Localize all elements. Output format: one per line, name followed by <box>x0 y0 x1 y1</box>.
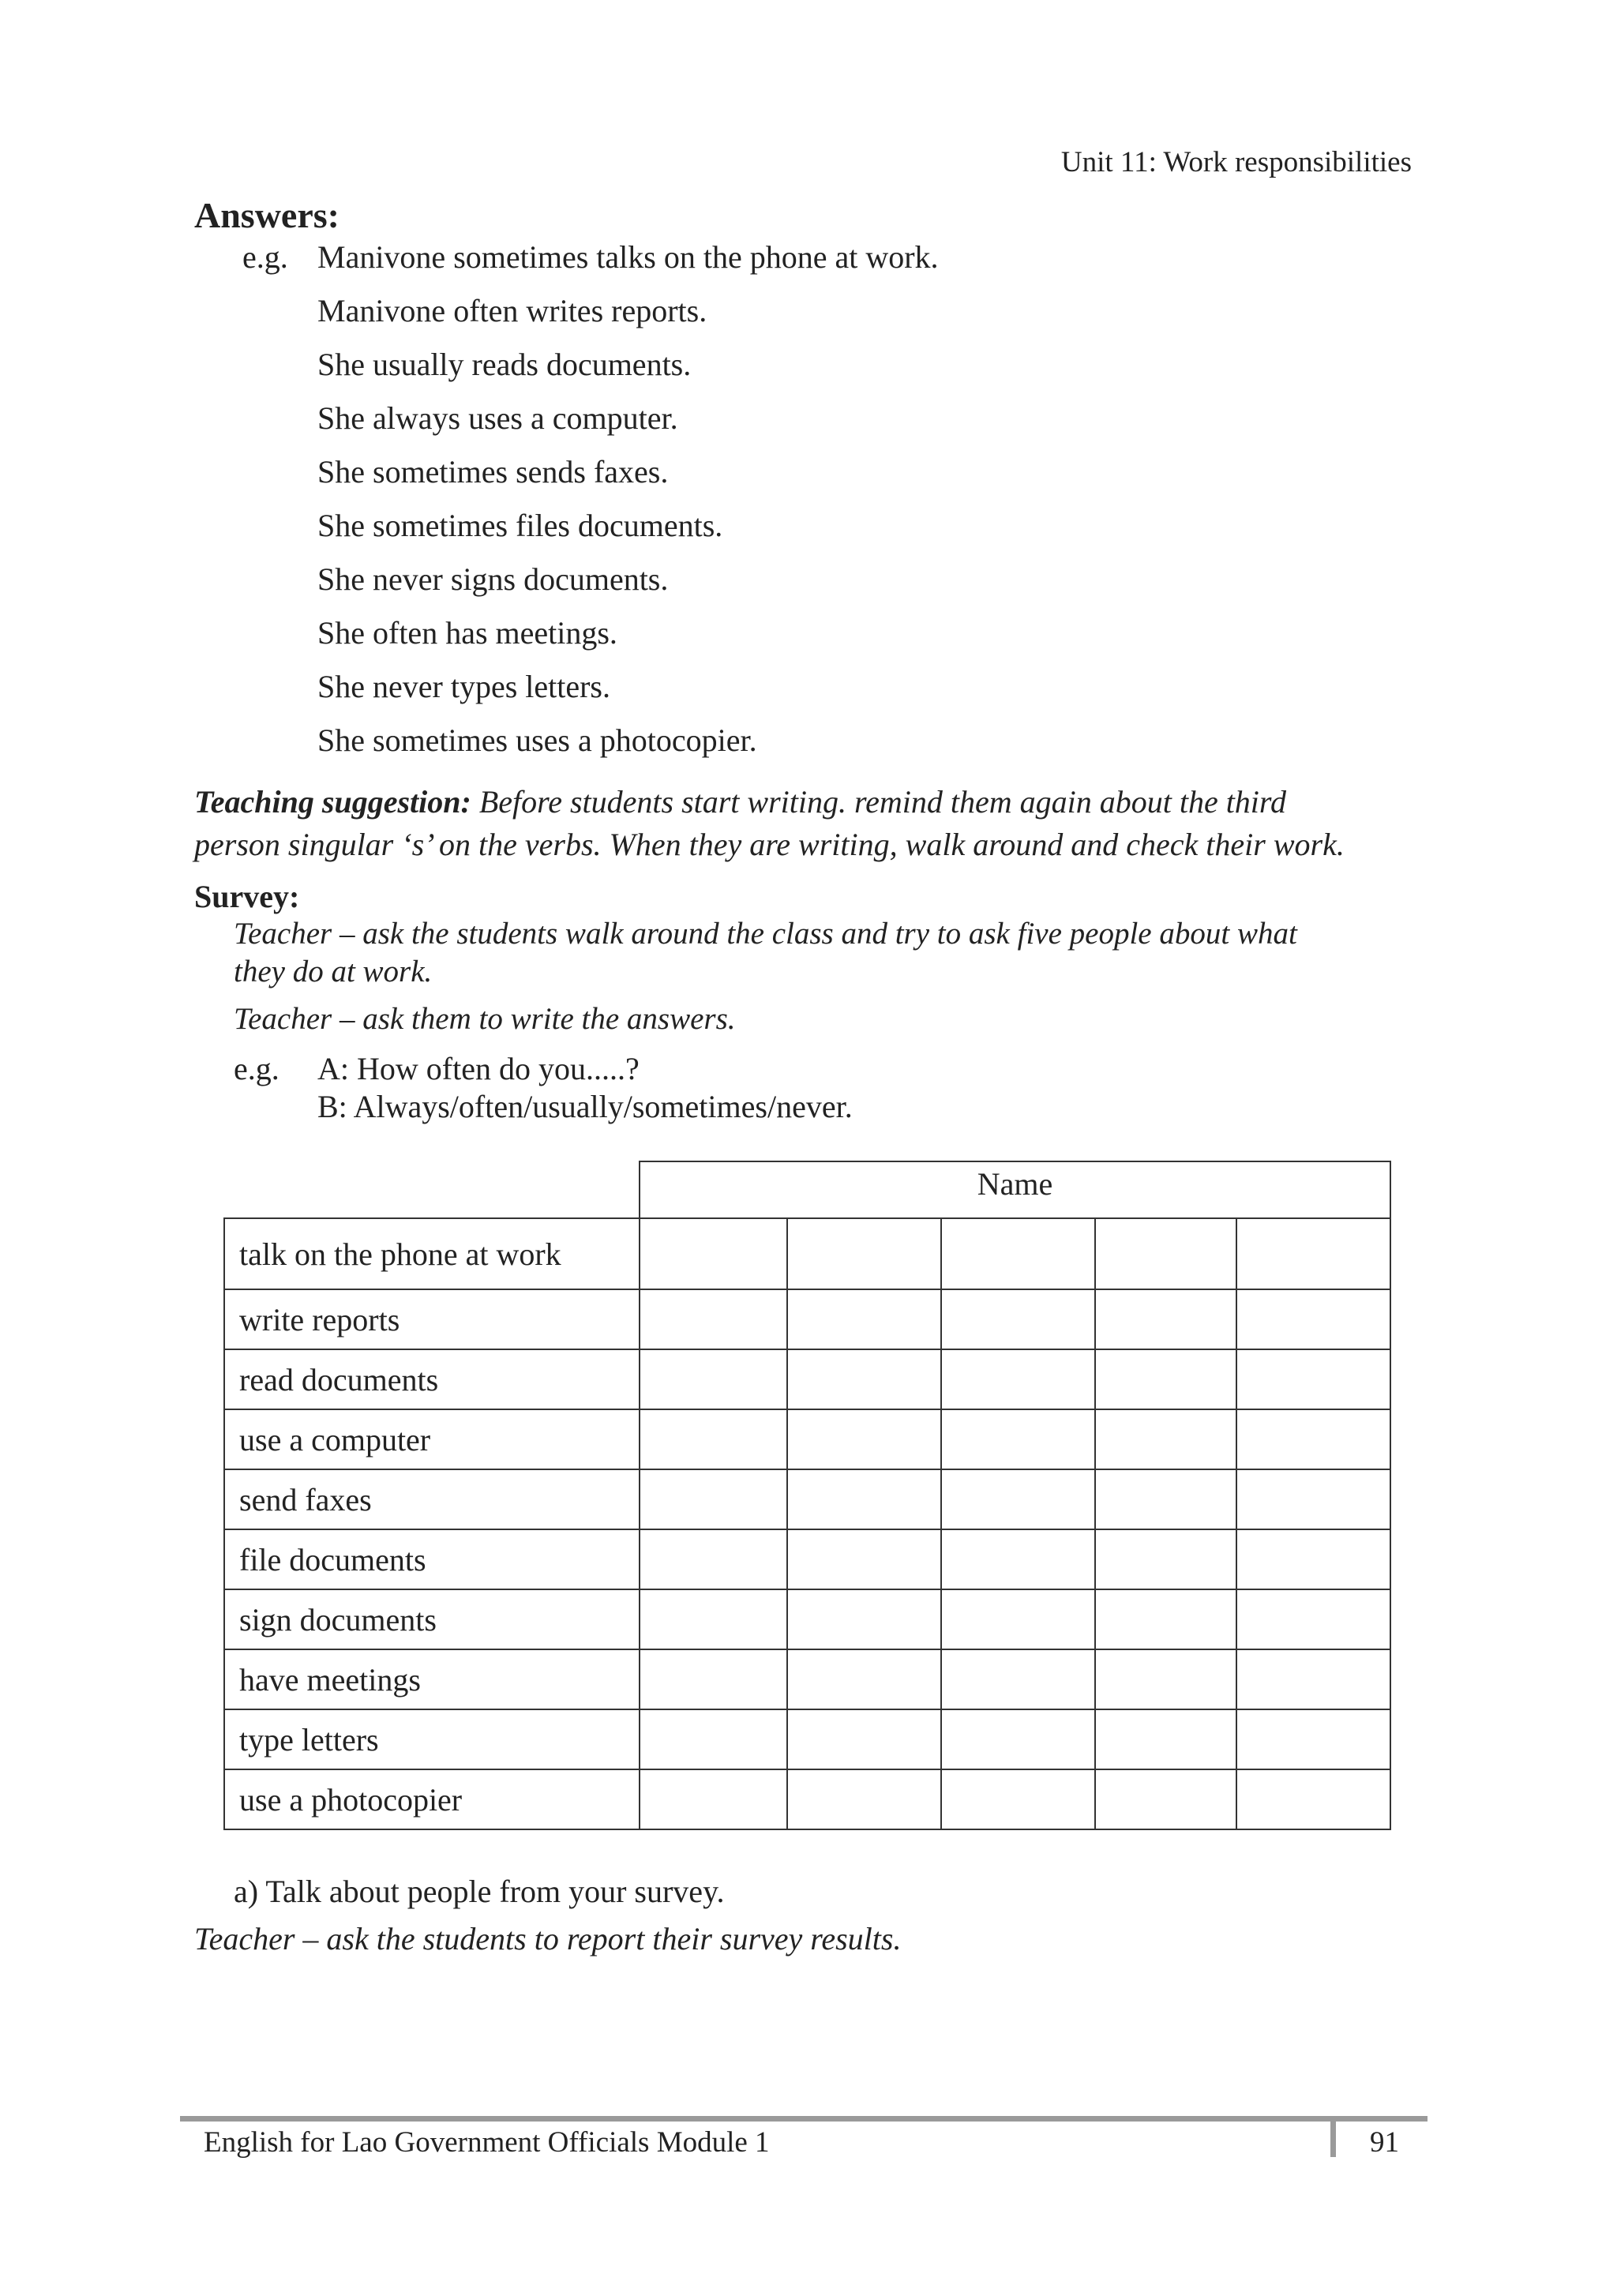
table-row <box>224 1218 1390 1289</box>
response-cell[interactable] <box>787 1649 941 1709</box>
task-a: a) Talk about people from your survey. <box>234 1874 725 1909</box>
response-cell[interactable] <box>640 1218 787 1289</box>
response-cell[interactable] <box>1095 1289 1236 1349</box>
survey-eg-label: e.g. <box>234 1051 280 1086</box>
response-cell[interactable] <box>640 1589 787 1649</box>
answers-heading: Answers: <box>194 195 340 235</box>
footer-rule <box>180 2116 1428 2122</box>
response-cell[interactable] <box>640 1769 787 1829</box>
response-cell[interactable] <box>640 1469 787 1529</box>
response-cell[interactable] <box>1236 1709 1390 1769</box>
teaching-suggestion-line1 <box>194 783 1286 820</box>
survey-instruction-1: Teacher – ask the students walk around the class and try to ask five people about what <box>234 917 1297 951</box>
activity-label: file documents <box>224 1529 640 1589</box>
answer-line: She never types letters. <box>317 669 610 704</box>
response-cell[interactable] <box>1236 1289 1390 1349</box>
response-cell[interactable] <box>1095 1769 1236 1829</box>
activity-label: have meetings <box>224 1649 640 1709</box>
response-cell[interactable] <box>1236 1349 1390 1409</box>
response-cell[interactable] <box>1236 1769 1390 1829</box>
response-cell[interactable] <box>1095 1529 1236 1589</box>
response-cell[interactable] <box>1095 1409 1236 1469</box>
survey-instruction-2: Teacher – ask them to write the answers. <box>234 1002 736 1036</box>
activity-label: talk on the phone at work <box>224 1218 640 1289</box>
response-cell[interactable] <box>787 1589 941 1649</box>
response-cell[interactable] <box>1236 1529 1390 1589</box>
teaching-suggestion-line2: person singular ‘s’ on the verbs. When they are writing, walk around and check their work. <box>194 827 1345 862</box>
table-row <box>224 1469 1390 1529</box>
survey-heading: Survey: <box>194 879 300 914</box>
footer-title: English for Lao Government Officials Module 1 <box>204 2126 770 2159</box>
response-cell[interactable] <box>787 1409 941 1469</box>
table-row <box>224 1649 1390 1709</box>
survey-example-b: B: Always/often/usually/sometimes/never. <box>317 1089 853 1124</box>
activity-label: read documents <box>224 1349 640 1409</box>
name-column-header: Name <box>640 1161 1390 1218</box>
response-cell[interactable] <box>787 1469 941 1529</box>
teaching-suggestion-text: Before students start writing. remind them again about the third <box>478 784 1286 820</box>
response-cell[interactable] <box>787 1709 941 1769</box>
answer-line: She sometimes files documents. <box>317 508 723 543</box>
answer-line: Manivone often writes reports. <box>317 293 707 328</box>
answer-line: She never signs documents. <box>317 561 669 597</box>
activity-label: write reports <box>224 1289 640 1349</box>
response-cell[interactable] <box>941 1409 1095 1469</box>
response-cell[interactable] <box>787 1349 941 1409</box>
answer-line: She sometimes uses a photocopier. <box>317 722 757 758</box>
response-cell[interactable] <box>787 1218 941 1289</box>
answer-line: Manivone sometimes talks on the phone at work. <box>317 239 939 275</box>
table-row <box>224 1529 1390 1589</box>
response-cell[interactable] <box>1236 1649 1390 1709</box>
answer-line: She often has meetings. <box>317 615 617 651</box>
table-row <box>224 1409 1390 1469</box>
response-cell[interactable] <box>941 1529 1095 1589</box>
survey-table-header-row <box>224 1161 1390 1218</box>
response-cell[interactable] <box>640 1349 787 1409</box>
table-row <box>224 1289 1390 1349</box>
activity-label: use a photocopier <box>224 1769 640 1829</box>
response-cell[interactable] <box>640 1409 787 1469</box>
activity-label: type letters <box>224 1709 640 1769</box>
page-number: 91 <box>1370 2126 1399 2159</box>
survey-instruction-1-cont: they do at work. <box>234 955 433 989</box>
response-cell[interactable] <box>941 1289 1095 1349</box>
table-row <box>224 1709 1390 1769</box>
answers-eg-label: e.g. <box>242 239 288 275</box>
header-unit-title: Unit 11: Work responsibilities <box>1060 146 1412 178</box>
response-cell[interactable] <box>941 1589 1095 1649</box>
response-cell[interactable] <box>941 1709 1095 1769</box>
table-row <box>224 1769 1390 1829</box>
response-cell[interactable] <box>787 1289 941 1349</box>
response-cell[interactable] <box>640 1649 787 1709</box>
answer-line: She always uses a computer. <box>317 400 678 436</box>
activity-label: use a computer <box>224 1409 640 1469</box>
response-cell[interactable] <box>1095 1649 1236 1709</box>
survey-example-a: A: How often do you.....? <box>317 1051 640 1086</box>
response-cell[interactable] <box>1095 1709 1236 1769</box>
activity-label: send faxes <box>224 1469 640 1529</box>
activity-label: sign documents <box>224 1589 640 1649</box>
closing-instruction: Teacher – ask the students to report their survey results. <box>194 1921 902 1956</box>
survey-table <box>223 1161 1391 1830</box>
response-cell[interactable] <box>941 1349 1095 1409</box>
response-cell[interactable] <box>1095 1349 1236 1409</box>
response-cell[interactable] <box>1095 1218 1236 1289</box>
response-cell[interactable] <box>1236 1218 1390 1289</box>
response-cell[interactable] <box>640 1709 787 1769</box>
response-cell[interactable] <box>941 1649 1095 1709</box>
teaching-suggestion-label: Teaching suggestion: <box>194 784 471 820</box>
response-cell[interactable] <box>1236 1469 1390 1529</box>
response-cell[interactable] <box>941 1218 1095 1289</box>
response-cell[interactable] <box>1236 1589 1390 1649</box>
response-cell[interactable] <box>787 1769 941 1829</box>
response-cell[interactable] <box>787 1529 941 1589</box>
response-cell[interactable] <box>941 1469 1095 1529</box>
footer-divider <box>1330 2121 1336 2157</box>
response-cell[interactable] <box>1095 1589 1236 1649</box>
table-row <box>224 1349 1390 1409</box>
response-cell[interactable] <box>640 1289 787 1349</box>
response-cell[interactable] <box>640 1529 787 1589</box>
table-row <box>224 1589 1390 1649</box>
answer-line: She sometimes sends faxes. <box>317 454 669 490</box>
response-cell[interactable] <box>1236 1409 1390 1469</box>
response-cell[interactable] <box>941 1769 1095 1829</box>
answer-line: She usually reads documents. <box>317 347 692 382</box>
response-cell[interactable] <box>1095 1469 1236 1529</box>
